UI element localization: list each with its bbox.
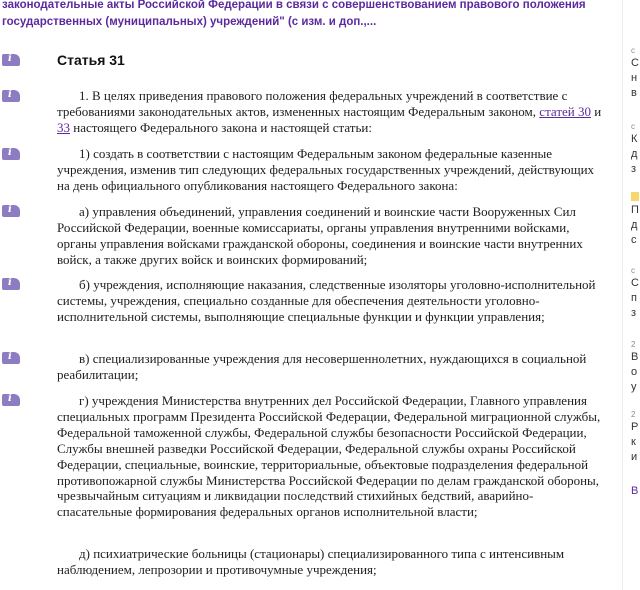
paragraph-a: а) управления объединений, управления соединений и воинские части Вооруженных Сил Российской Федерации, военные комиссариаты, органы управления внутренними войсками, органы управления войсками гражданской обороны, соединения и воинские части внутренних войск, а также других войск и воинских формирований; xyxy=(57,204,583,267)
info-marker-icon[interactable] xyxy=(2,205,20,217)
document-title-line-2: государственных (муниципальных) учреждений" (с изм. и доп.,... xyxy=(2,16,377,28)
paragraph-b: б) учреждения, исполняющие наказания, следственные изоляторы уголовно-исполнительной системы, учреждения, специально созданные для обеспечения деятельности уголовно-исполнительной системы, выполняющие специальные функции и функции управления; xyxy=(57,277,596,324)
sidebar-item[interactable]: с С н в xyxy=(631,46,639,99)
link-article-30[interactable]: статей 30 xyxy=(539,103,591,119)
sidebar-more-link[interactable]: В xyxy=(631,485,639,497)
sidebar-item[interactable]: с К д з xyxy=(631,122,638,175)
sidebar-item[interactable]: с С п з xyxy=(631,266,639,319)
sidebar-item[interactable]: П д с xyxy=(631,204,639,246)
document-title-line-1: законодательные акты Российской Федерации в связи с совершенствованием правового положения xyxy=(2,0,586,11)
sidebar-item[interactable]: 2 В о у xyxy=(631,340,639,393)
info-marker-icon[interactable] xyxy=(2,54,20,66)
paragraph-d: д) психиатрические больницы (стационары) специализированного типа с интенсивным наблюдением, лепрозории и противочумные учреждения; xyxy=(57,546,565,577)
paragraph-1: 1. В целях приведения правового положения федеральных учреждений в соответствие с требованиями законодательных актов, измененных настоящим Федеральным законом, статей 30 и 33 настоящего Федерального закона и настоящей статьи: xyxy=(57,88,602,135)
info-marker-icon[interactable] xyxy=(2,148,20,160)
related-sidebar xyxy=(622,0,640,590)
link-article-33[interactable]: 33 xyxy=(57,119,70,135)
document-title-link[interactable] xyxy=(2,0,602,31)
info-marker-icon[interactable] xyxy=(2,394,20,406)
info-marker-icon[interactable] xyxy=(2,90,20,102)
article-title: Статья 31 xyxy=(57,52,125,68)
info-marker-icon[interactable] xyxy=(2,352,20,364)
info-marker-icon[interactable] xyxy=(2,278,20,290)
sidebar-badge xyxy=(631,192,639,201)
paragraph-g: г) учреждения Министерства внутренних дел Российской Федерации, Главного управления специальных программ Президента Российской Федерации, Федеральной миграционной службы, Федеральной таможенной службы, Федеральной службы безопасности Российской Федерации, Службы внешней разведки Российской Федерации, Федеральной службы охраны Российской Федерации, специальные, воинские, территориальные, объектовые подразделения федеральной противопожарной службы Министерства Российской Федерации по делам гражданской обороны, чрезвычайным ситуациям и ликвидации последствий стихийных бедствий, аварийно-спасательные формирования федеральных органов исполнительной власти; xyxy=(57,393,601,520)
paragraph-v: в) специализированные учреждения для несовершеннолетних, нуждающихся в социальной реабилитации; xyxy=(57,351,587,382)
sidebar-item[interactable]: 2 Р к и xyxy=(631,410,639,463)
paragraph-1-1: 1) создать в соответствии с настоящим Федеральным законом федеральные казенные учреждения, изменив тип следующих федеральных государственных учреждений, действующих на день официального опубликования настоящего Федерального закона: xyxy=(57,146,595,193)
